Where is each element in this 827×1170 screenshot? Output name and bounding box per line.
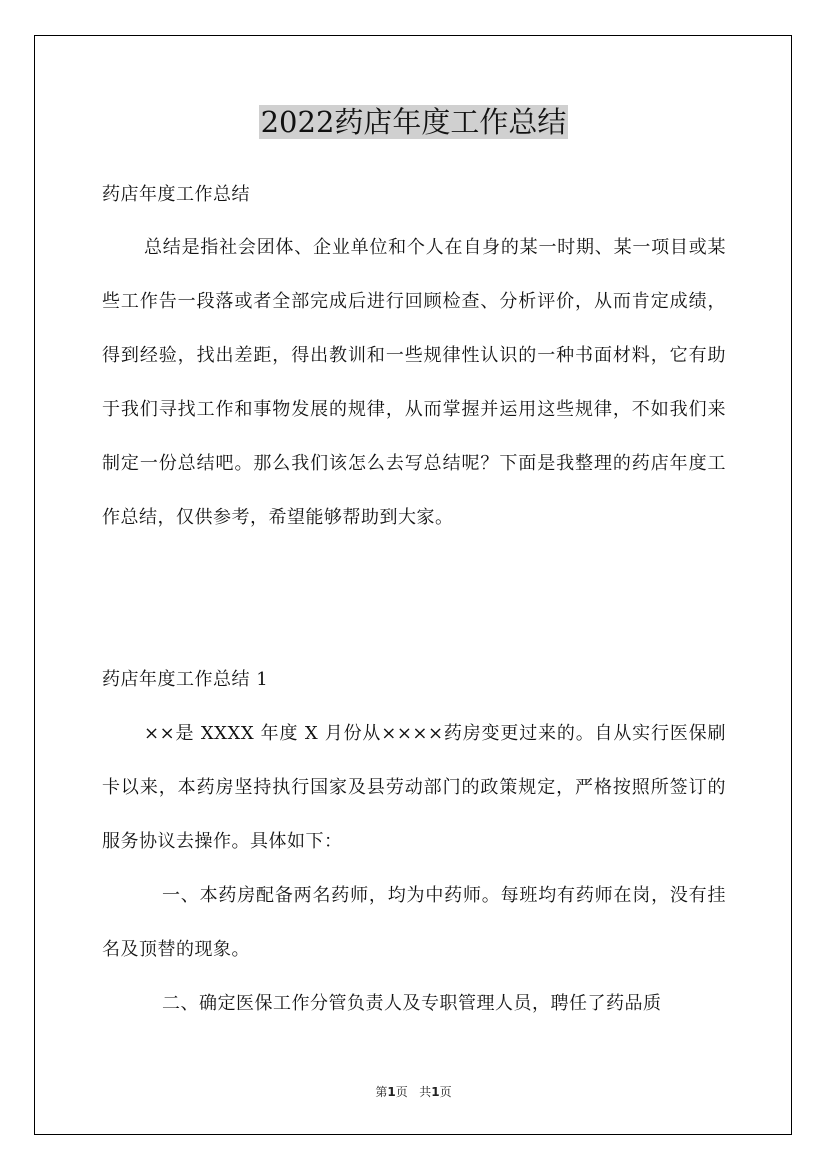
section-1-heading: 药店年度工作总结 1 [102, 669, 269, 690]
document-title [0, 104, 827, 140]
page-footer [0, 1084, 827, 1100]
section-1-paragraph: ××是 XXXX 年度 X 月份从××××药房变更过来的。自从实行医保刷卡以来，本药房坚持执行国家及县劳动部门的政策规定，严格按照所签订的服务协议去操作。具体如下： [102, 723, 726, 852]
page-number: 1 [387, 1085, 396, 1099]
total-pages: 1 [431, 1085, 440, 1099]
page-label-prefix: 第 [375, 1085, 388, 1099]
document-title-text: 2022药店年度工作总结 [260, 105, 567, 139]
total-label-prefix: 共 [419, 1085, 432, 1099]
page-label-suffix: 页 [395, 1085, 408, 1099]
intro-paragraph: 总结是指社会团体、企业单位和个人在自身的某一时期、某一项目或某些工作告一段落或者全部完成后进行回顾检查、分析评价，从而肯定成绩，得到经验，找出差距，得出教训和一些规律性认识的一种书面材料，它有助于我们寻找工作和事物发展的规律，从而掌握并运用这些规律，不如我们来制定一份总结吧。那么我们该怎么去写总结呢？下面是我整理的药店年度工作总结，仅供参考，希望能够帮助到大家。 [102, 237, 726, 528]
section-1-item-2: 二、确定医保工作分管负责人及专职管理人员，聘任了药品质 [162, 993, 662, 1014]
document-subheading: 药店年度工作总结 [102, 184, 250, 205]
section-1-item-1: 一、本药房配备两名药师，均为中药师。每班均有药师在岗，没有挂名及顶替的现象。 [102, 885, 726, 960]
total-label-suffix: 页 [439, 1085, 452, 1099]
